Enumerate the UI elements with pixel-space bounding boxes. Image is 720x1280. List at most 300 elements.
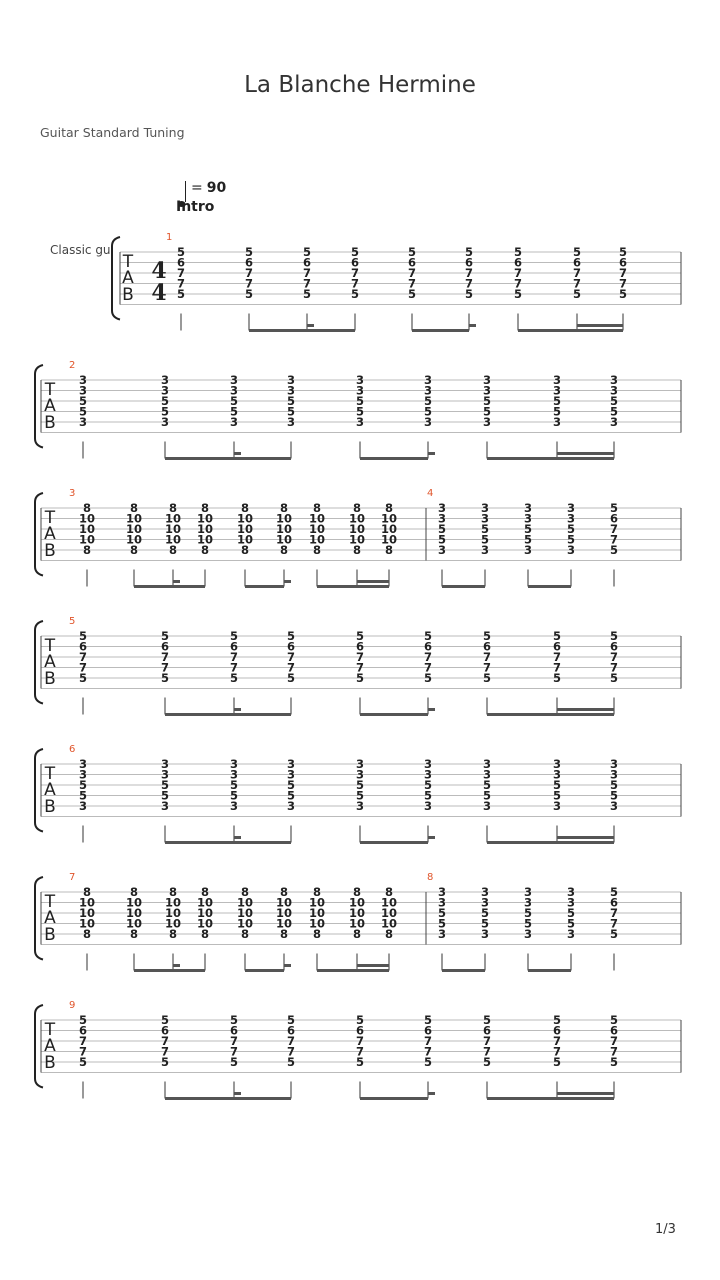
- tab-clef-letter: T: [44, 508, 56, 528]
- fret-number: 8: [384, 885, 394, 899]
- fret-number: 8: [200, 501, 210, 515]
- fret-number: 5: [618, 245, 628, 259]
- fret-number: 6: [609, 1023, 619, 1038]
- fret-number: 5: [160, 629, 170, 643]
- fret-number: 6: [286, 1023, 296, 1038]
- fret-number: 5: [482, 629, 492, 643]
- fret-number: 5: [609, 671, 619, 685]
- fret-number: 3: [160, 383, 170, 398]
- measure-number: 9: [69, 1000, 76, 1011]
- tab-clef-letter: B: [44, 797, 56, 817]
- fret-number: 3: [566, 927, 576, 941]
- fret-number: 7: [618, 276, 628, 291]
- tab-clef-letter: B: [44, 669, 56, 689]
- tab-clef-letter: A: [44, 524, 56, 544]
- fret-number: 7: [286, 1044, 296, 1059]
- fret-number: 6: [609, 895, 619, 910]
- fret-number: 8: [384, 927, 394, 941]
- fret-number: 3: [480, 927, 490, 941]
- fret-number: 5: [609, 394, 619, 408]
- fret-number: 7: [350, 276, 360, 291]
- fret-number: 6: [350, 255, 360, 270]
- fret-number: 3: [523, 501, 533, 515]
- fret-number: 3: [482, 415, 492, 429]
- fret-number: 5: [437, 916, 447, 931]
- fret-number: 5: [229, 1055, 239, 1069]
- fret-number: 3: [423, 799, 433, 813]
- fret-number: 5: [523, 522, 533, 536]
- fret-number: 7: [572, 266, 582, 280]
- fret-number: 10: [196, 532, 214, 547]
- fret-number: 8: [312, 543, 322, 557]
- fret-number: 5: [437, 532, 447, 547]
- fret-number: 3: [480, 501, 490, 515]
- fret-number: 5: [464, 287, 474, 301]
- fret-number: 10: [236, 916, 254, 931]
- fret-number: 8: [168, 885, 178, 899]
- fret-number: 3: [552, 415, 562, 429]
- fret-number: 3: [523, 885, 533, 899]
- fret-number: 3: [437, 927, 447, 941]
- fret-number: 7: [482, 1044, 492, 1059]
- fret-number: 7: [423, 1044, 433, 1059]
- fret-number: 3: [482, 373, 492, 387]
- fret-number: 5: [437, 522, 447, 536]
- fret-number: 7: [78, 660, 88, 675]
- fret-number: 7: [482, 1034, 492, 1048]
- fret-number: 5: [609, 1013, 619, 1027]
- fret-number: 5: [160, 1013, 170, 1027]
- fret-number: 10: [275, 511, 293, 526]
- tab-clef-letter: A: [44, 780, 56, 800]
- fret-number: 5: [423, 1013, 433, 1027]
- fret-number: 3: [160, 415, 170, 429]
- fret-number: 8: [82, 927, 92, 941]
- fret-number: 7: [160, 1044, 170, 1059]
- fret-number: 5: [480, 916, 490, 931]
- fret-number: 3: [160, 757, 170, 771]
- measure-number: 6: [69, 744, 76, 755]
- fret-number: 5: [552, 671, 562, 685]
- fret-number: 5: [552, 788, 562, 803]
- fret-number: 10: [236, 522, 254, 536]
- fret-number: 8: [82, 885, 92, 899]
- fret-number: 10: [275, 532, 293, 547]
- fret-number: 3: [482, 757, 492, 771]
- fret-number: 5: [355, 1055, 365, 1069]
- fret-number: 10: [348, 511, 366, 526]
- fret-number: 5: [286, 629, 296, 643]
- fret-number: 5: [78, 404, 88, 419]
- fret-number: 6: [229, 639, 239, 654]
- fret-number: 10: [125, 895, 143, 910]
- system-bracket: [35, 877, 43, 960]
- fret-number: 3: [423, 383, 433, 398]
- fret-number: 5: [229, 629, 239, 643]
- fret-number: 10: [380, 532, 398, 547]
- fret-number: 8: [240, 543, 250, 557]
- fret-number: 8: [279, 927, 289, 941]
- fret-number: 3: [78, 757, 88, 771]
- fret-number: 5: [482, 788, 492, 803]
- fret-number: 7: [355, 650, 365, 664]
- fret-number: 10: [164, 511, 182, 526]
- fret-number: 3: [78, 383, 88, 398]
- fret-number: 10: [348, 916, 366, 931]
- fret-number: 10: [308, 916, 326, 931]
- fret-number: 5: [78, 671, 88, 685]
- fret-number: 10: [308, 532, 326, 547]
- fret-number: 5: [566, 906, 576, 920]
- fret-number: 3: [78, 373, 88, 387]
- fret-number: 8: [82, 501, 92, 515]
- fret-number: 7: [286, 650, 296, 664]
- tempo-bpm: 90: [206, 180, 227, 196]
- fret-number: 8: [240, 885, 250, 899]
- fret-number: 3: [286, 767, 296, 782]
- fret-number: 5: [482, 394, 492, 408]
- fret-number: 3: [355, 799, 365, 813]
- system-bracket: [35, 493, 43, 576]
- fret-number: 3: [286, 415, 296, 429]
- fret-number: 7: [78, 1034, 88, 1048]
- fret-number: 10: [236, 532, 254, 547]
- fret-number: 8: [82, 543, 92, 557]
- fret-number: 3: [355, 767, 365, 782]
- fret-number: 7: [552, 1034, 562, 1048]
- fret-number: 3: [437, 511, 447, 526]
- fret-number: 3: [609, 799, 619, 813]
- fret-number: 6: [286, 639, 296, 654]
- fret-number: 10: [380, 895, 398, 910]
- fret-number: 3: [423, 415, 433, 429]
- fret-number: 7: [355, 660, 365, 675]
- fret-number: 10: [380, 916, 398, 931]
- fret-number: 5: [176, 287, 186, 301]
- fret-number: 3: [355, 383, 365, 398]
- fret-number: 5: [160, 778, 170, 792]
- fret-number: 6: [464, 255, 474, 270]
- fret-number: 10: [236, 895, 254, 910]
- fret-number: 3: [552, 383, 562, 398]
- instrument-name: Classic gu: [50, 243, 111, 257]
- fret-number: 3: [229, 757, 239, 771]
- system-bracket: [35, 749, 43, 832]
- fret-number: 10: [348, 532, 366, 547]
- page-title: La Blanche Hermine: [244, 72, 476, 98]
- tuning-label: Guitar Standard Tuning: [40, 125, 185, 140]
- tempo-equals: =: [191, 180, 203, 196]
- fret-number: 3: [566, 885, 576, 899]
- fret-number: 6: [407, 255, 417, 270]
- fret-number: 7: [229, 660, 239, 675]
- fret-number: 8: [312, 501, 322, 515]
- fret-number: 3: [437, 895, 447, 910]
- fret-number: 8: [129, 885, 139, 899]
- measure-number: 8: [427, 872, 434, 883]
- fret-number: 6: [482, 1023, 492, 1038]
- fret-number: 10: [308, 895, 326, 910]
- fret-number: 3: [480, 885, 490, 899]
- fret-number: 10: [196, 916, 214, 931]
- fret-number: 8: [240, 927, 250, 941]
- fret-number: 5: [437, 906, 447, 920]
- fret-number: 7: [423, 650, 433, 664]
- fret-number: 7: [286, 1034, 296, 1048]
- fret-number: 5: [78, 1055, 88, 1069]
- fret-number: 5: [423, 671, 433, 685]
- fret-number: 3: [480, 543, 490, 557]
- fret-number: 5: [78, 629, 88, 643]
- fret-number: 6: [160, 639, 170, 654]
- fret-number: 5: [423, 629, 433, 643]
- fret-number: 10: [308, 511, 326, 526]
- fret-number: 3: [423, 373, 433, 387]
- fret-number: 5: [609, 885, 619, 899]
- fret-number: 10: [275, 906, 293, 920]
- fret-number: 5: [78, 788, 88, 803]
- fret-number: 6: [229, 1023, 239, 1038]
- fret-number: 3: [609, 383, 619, 398]
- fret-number: 5: [286, 1013, 296, 1027]
- fret-number: 7: [423, 1034, 433, 1048]
- fret-number: 8: [279, 885, 289, 899]
- tab-clef-letter: A: [44, 396, 56, 416]
- fret-number: 5: [480, 532, 490, 547]
- fret-number: 5: [286, 671, 296, 685]
- fret-number: 7: [609, 522, 619, 536]
- fret-number: 8: [352, 543, 362, 557]
- section-label: Intro: [176, 199, 215, 215]
- fret-number: 10: [380, 522, 398, 536]
- fret-number: 5: [407, 245, 417, 259]
- fret-number: 3: [229, 383, 239, 398]
- fret-number: 8: [200, 885, 210, 899]
- fret-number: 10: [275, 916, 293, 931]
- fret-number: 5: [286, 778, 296, 792]
- fret-number: 7: [176, 266, 186, 280]
- fret-number: 7: [160, 660, 170, 675]
- fret-number: 10: [125, 511, 143, 526]
- fret-number: 3: [423, 767, 433, 782]
- fret-number: 6: [552, 639, 562, 654]
- fret-number: 7: [160, 650, 170, 664]
- fret-number: 5: [423, 394, 433, 408]
- fret-number: 3: [609, 767, 619, 782]
- fret-number: 3: [523, 543, 533, 557]
- fret-number: 3: [552, 767, 562, 782]
- fret-number: 5: [423, 788, 433, 803]
- fret-number: 7: [350, 266, 360, 280]
- fret-number: 5: [302, 287, 312, 301]
- fret-number: 3: [552, 757, 562, 771]
- fret-number: 5: [572, 245, 582, 259]
- fret-number: 7: [482, 650, 492, 664]
- fret-number: 3: [482, 799, 492, 813]
- fret-number: 10: [196, 522, 214, 536]
- fret-number: 7: [552, 1044, 562, 1059]
- fret-number: 5: [176, 245, 186, 259]
- fret-number: 3: [78, 767, 88, 782]
- fret-number: 3: [480, 895, 490, 910]
- fret-number: 3: [552, 799, 562, 813]
- fret-number: 3: [437, 543, 447, 557]
- tab-clef-letter: B: [122, 285, 134, 305]
- fret-number: 3: [286, 373, 296, 387]
- fret-number: 5: [609, 927, 619, 941]
- fret-number: 3: [229, 767, 239, 782]
- fret-number: 5: [482, 778, 492, 792]
- tab-clef-letter: B: [44, 1053, 56, 1073]
- fret-number: 7: [407, 276, 417, 291]
- time-signature-bottom: 4: [151, 280, 167, 306]
- fret-number: 7: [78, 650, 88, 664]
- fret-number: 10: [308, 906, 326, 920]
- fret-number: 5: [566, 532, 576, 547]
- system-bracket: [35, 365, 43, 448]
- fret-number: 10: [196, 511, 214, 526]
- fret-number: 7: [464, 276, 474, 291]
- fret-number: 5: [244, 287, 254, 301]
- fret-number: 5: [229, 404, 239, 419]
- fret-number: 7: [482, 660, 492, 675]
- fret-number: 10: [348, 906, 366, 920]
- fret-number: 6: [423, 639, 433, 654]
- fret-number: 6: [302, 255, 312, 270]
- fret-number: 8: [384, 501, 394, 515]
- fret-number: 7: [244, 266, 254, 280]
- fret-number: 6: [355, 1023, 365, 1038]
- fret-number: 8: [312, 927, 322, 941]
- fret-number: 6: [78, 639, 88, 654]
- time-signature-top: 4: [151, 258, 167, 284]
- fret-number: 10: [164, 532, 182, 547]
- fret-number: 5: [552, 629, 562, 643]
- fret-number: 8: [352, 501, 362, 515]
- fret-number: 6: [355, 639, 365, 654]
- fret-number: 10: [196, 895, 214, 910]
- tab-clef-letter: B: [44, 925, 56, 945]
- fret-number: 5: [609, 404, 619, 419]
- fret-number: 3: [286, 757, 296, 771]
- fret-number: 3: [355, 757, 365, 771]
- fret-number: 3: [355, 373, 365, 387]
- fret-number: 3: [160, 373, 170, 387]
- fret-number: 7: [302, 266, 312, 280]
- fret-number: 7: [609, 906, 619, 920]
- fret-number: 5: [609, 778, 619, 792]
- fret-number: 10: [275, 522, 293, 536]
- fret-number: 7: [286, 660, 296, 675]
- fret-number: 5: [286, 1055, 296, 1069]
- fret-number: 10: [125, 532, 143, 547]
- fret-number: 3: [566, 895, 576, 910]
- fret-number: 8: [352, 885, 362, 899]
- fret-number: 7: [229, 650, 239, 664]
- fret-number: 5: [355, 1013, 365, 1027]
- fret-number: 7: [609, 1034, 619, 1048]
- fret-number: 3: [229, 415, 239, 429]
- fret-number: 5: [160, 394, 170, 408]
- fret-number: 3: [609, 373, 619, 387]
- fret-number: 3: [286, 799, 296, 813]
- fret-number: 10: [164, 895, 182, 910]
- fret-number: 8: [312, 885, 322, 899]
- fret-number: 3: [523, 927, 533, 941]
- fret-number: 5: [355, 778, 365, 792]
- fret-number: 7: [513, 276, 523, 291]
- fret-number: 5: [552, 1013, 562, 1027]
- measure-number: 3: [69, 488, 76, 499]
- fret-number: 5: [482, 404, 492, 419]
- fret-number: 3: [482, 383, 492, 398]
- fret-number: 5: [552, 778, 562, 792]
- fret-number: 10: [78, 916, 96, 931]
- tab-clef-letter: B: [44, 413, 56, 433]
- fret-number: 5: [609, 629, 619, 643]
- fret-number: 7: [355, 1034, 365, 1048]
- fret-number: 10: [380, 906, 398, 920]
- fret-number: 7: [355, 1044, 365, 1059]
- fret-number: 5: [355, 629, 365, 643]
- fret-number: 10: [125, 906, 143, 920]
- fret-number: 7: [609, 1044, 619, 1059]
- fret-number: 8: [129, 927, 139, 941]
- tab-clef-letter: A: [44, 908, 56, 928]
- fret-number: 5: [229, 1013, 239, 1027]
- fret-number: 3: [609, 415, 619, 429]
- fret-number: 7: [229, 1034, 239, 1048]
- fret-number: 5: [160, 404, 170, 419]
- fret-number: 5: [407, 287, 417, 301]
- fret-number: 5: [482, 1055, 492, 1069]
- fret-number: 10: [348, 522, 366, 536]
- fret-number: 3: [160, 767, 170, 782]
- fret-number: 5: [423, 1055, 433, 1069]
- fret-number: 3: [423, 757, 433, 771]
- fret-number: 5: [423, 404, 433, 419]
- fret-number: 5: [302, 245, 312, 259]
- fret-number: 10: [308, 522, 326, 536]
- fret-number: 3: [482, 767, 492, 782]
- fret-number: 3: [566, 501, 576, 515]
- fret-number: 5: [609, 543, 619, 557]
- fret-number: 7: [229, 1044, 239, 1059]
- fret-number: 6: [176, 255, 186, 270]
- fret-number: 5: [160, 788, 170, 803]
- fret-number: 8: [168, 543, 178, 557]
- fret-number: 5: [523, 532, 533, 547]
- fret-number: 8: [200, 543, 210, 557]
- fret-number: 5: [552, 1055, 562, 1069]
- fret-number: 10: [125, 916, 143, 931]
- fret-number: 10: [164, 906, 182, 920]
- fret-number: 3: [78, 415, 88, 429]
- fret-number: 3: [229, 373, 239, 387]
- measure-number: 1: [166, 232, 173, 243]
- fret-number: 8: [200, 927, 210, 941]
- fret-number: 10: [380, 511, 398, 526]
- fret-number: 8: [279, 543, 289, 557]
- fret-number: 3: [609, 757, 619, 771]
- fret-number: 6: [482, 639, 492, 654]
- fret-number: 5: [355, 404, 365, 419]
- tab-clef-letter: A: [44, 652, 56, 672]
- fret-number: 5: [160, 1055, 170, 1069]
- fret-number: 3: [229, 799, 239, 813]
- fret-number: 5: [78, 394, 88, 408]
- fret-number: 8: [384, 543, 394, 557]
